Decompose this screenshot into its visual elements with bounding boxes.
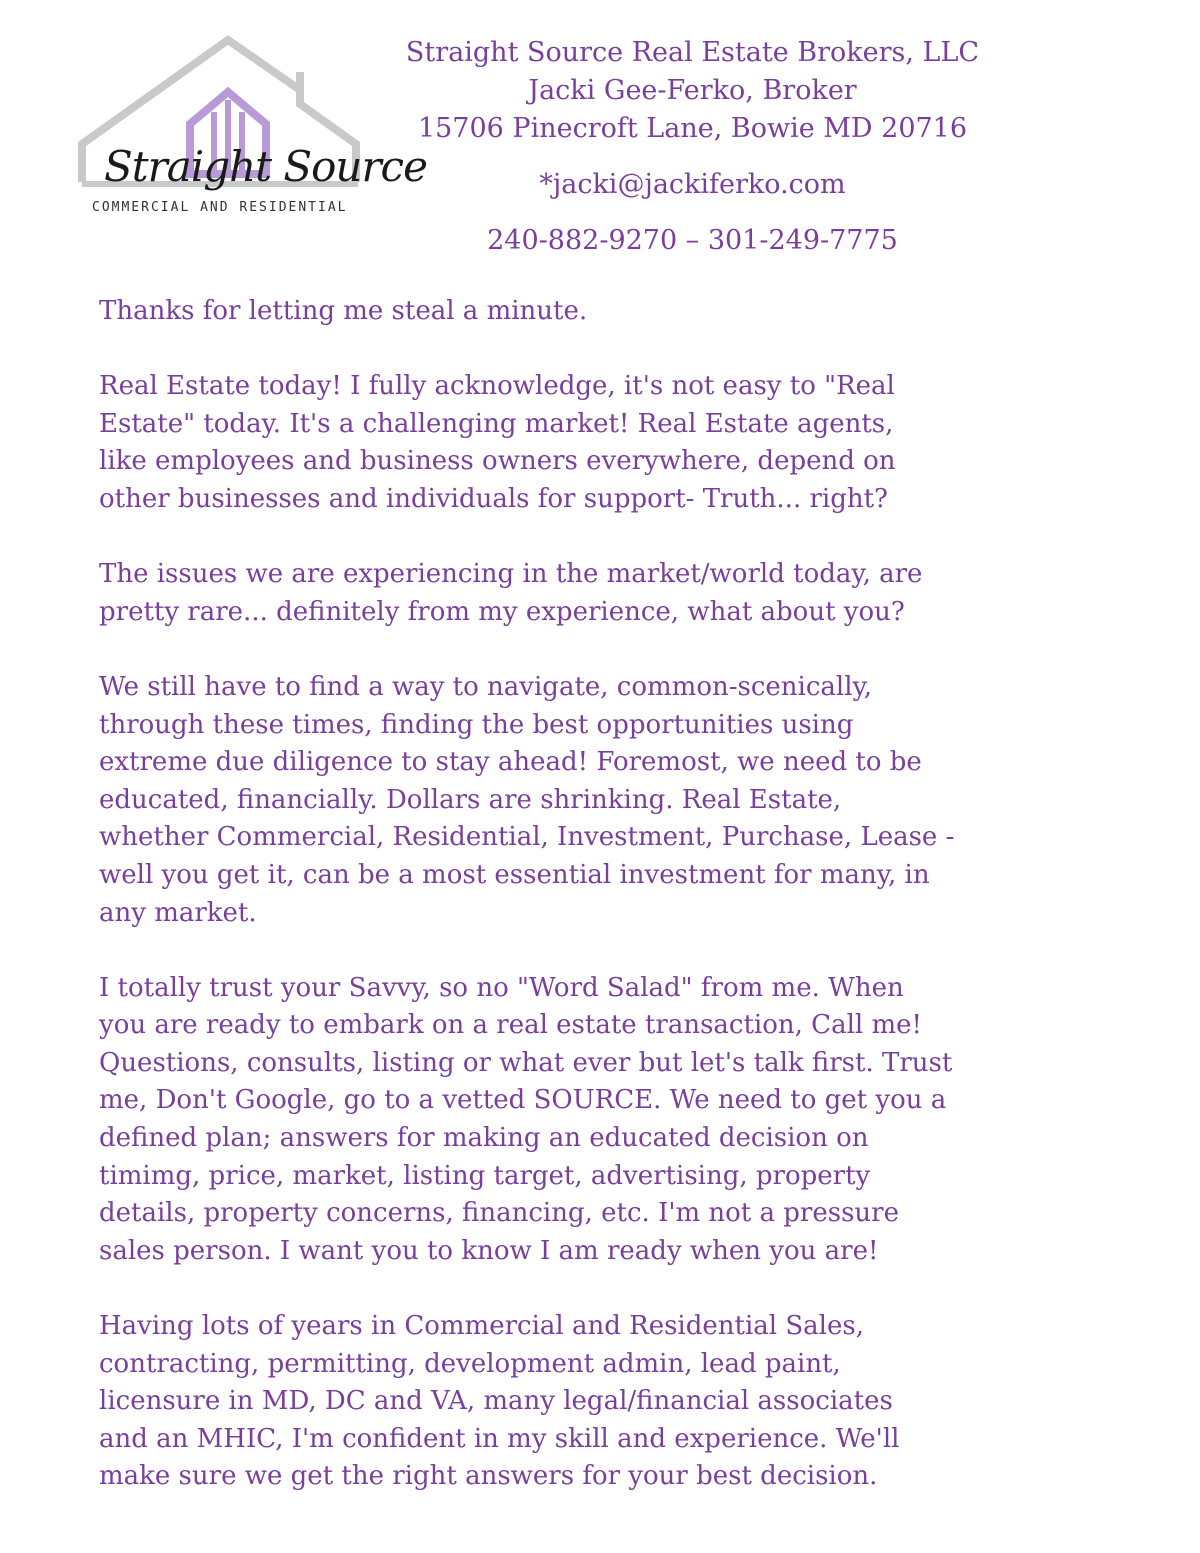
letter-body — [99, 293, 1039, 1534]
paragraph-navigate: We still have to find a way to navigate, common-scenically, through these times, finding the best opportunities using extreme due diligence to stay ahead! Foremost, we need to be educated, financially. Dollars are shrinking. Real Estate, whether Commercial, Residential, Investment, Purchase, Lease - well you get it, can be a most essential investment for many, in any market. — [99, 671, 955, 928]
email-address[interactable]: *jacki@jackiferko.com — [539, 169, 846, 200]
street-address: 15706 Pinecroft Lane, Bowie MD 20716 — [417, 113, 968, 144]
phone-numbers[interactable]: 240-882-9270 – 301-249-7775 — [487, 225, 898, 256]
paragraph-call-me: I totally trust your Savvy, so no "Word Salad" from me. When you are ready to embark on a real estate transaction, Call me! Questions, consults, listing or what ever but let's talk first. Trust me, Don't Google, go to a vetted SOURCE. We need to get you a defined plan; answers for making an educated decision on timimg, price, market, listing target, advertising, property details, property concerns, financing, etc. I'm not a pressure sales person. I want you to know I am ready when you are! — [99, 972, 953, 1266]
logo-brand-script: Straight Source — [104, 142, 427, 191]
letterhead — [380, 34, 1005, 260]
paragraph-market-challenge: Real Estate today! I fully acknowledge, it's not easy to "Real Estate" today. It's a challenging market! Real Estate agents, like employees and business owners everywhere, depend on other businesses and individuals for support- Truth... right? — [99, 371, 896, 514]
company-logo — [78, 34, 427, 224]
paragraph-opening: Thanks for letting me steal a minute. — [99, 296, 588, 326]
company-name: Straight Source Real Estate Brokers, LLC — [405, 37, 980, 68]
paragraph-experience: Having lots of years in Commercial and Residential Sales, contracting, permitting, development admin, lead paint, licensure in MD, DC and VA, many legal/financial associates and an MHIC, I'm confident in my skill and experience. We'll make sure we get the right answers for your best decision. — [99, 1311, 900, 1492]
broker-name: Jacki Gee-Ferko, Broker — [528, 75, 857, 106]
house-logo-icon — [78, 34, 368, 224]
paragraph-rare-issues: The issues we are experiencing in the market/world today, are pretty rare... definitely from my experience, what about you? — [99, 559, 923, 627]
logo-tagline: COMMERCIAL AND RESIDENTIAL — [92, 200, 348, 215]
